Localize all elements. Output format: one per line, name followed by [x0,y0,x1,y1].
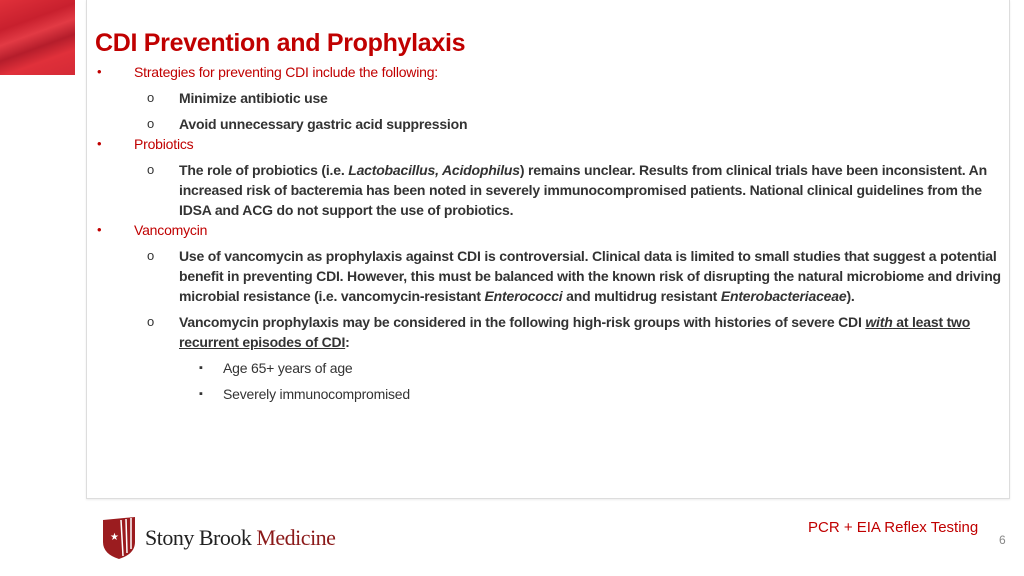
probiotics-paragraph [0,160,1001,220]
text: : [345,334,350,350]
sub-item-age [0,358,1010,378]
text: Severely immunocompromised [223,386,410,402]
text-italic-underlined: with [865,314,893,330]
item-minimize-antibiotic [0,88,1001,108]
sub-item-immunocompromised [0,384,1010,404]
vancomycin-paragraph [0,246,1001,306]
text: Vancomycin prophylaxis may be considered in the following high-risk groups with histories of severe CDI [179,314,866,330]
square-bullet-icon: ▪ [199,362,203,374]
text: Avoid unnecessary gastric acid suppression [179,116,468,132]
circle-bullet-icon: o [147,314,155,329]
text: Vancomycin [134,222,208,238]
shield-logo-icon [101,516,137,560]
square-bullet-icon: ▪ [199,388,203,400]
item-avoid-acid-suppression [0,114,1001,134]
text: Use of vancomycin as prophylaxis against CDI is controversial. Clinical data is limited to small studies that suggest a potential benefit in preventing CDI. However, this must be balanced with the known risk of disrupting the natural microbiome and driving microbial resistance (i.e. vancomycin-resistant [179,248,1001,304]
bullet-icon: • [97,64,102,79]
prophylaxis-paragraph [0,312,1001,352]
svg-text:★: ★ [110,532,119,543]
text: Minimize antibiotic use [179,90,328,106]
text: Probiotics [134,136,194,152]
slide-body [0,62,1010,404]
text: ). [846,288,855,304]
bullet-vancomycin [0,220,1010,240]
stony-brook-medicine-logo [101,516,335,560]
text-italic: Lactobacillus, Acidophilus [348,162,520,178]
circle-bullet-icon: o [147,116,155,131]
text: Age 65+ years of age [223,360,353,376]
slide-title: CDI Prevention and Prophylaxis [95,29,466,57]
text-italic: Enterococci [484,288,563,304]
bullet-probiotics [0,134,1010,154]
text: and multidrug resistant [562,288,721,304]
text: ) remains unclear. Results from clinical trials have been inconsistent. An increased risk of bacteremia has been noted in severely immunocompromised patients. National clinical guidelines from the IDSA and ACG do not support the use of probiotics. [179,162,987,218]
bullet-icon: • [97,136,102,151]
page-number: 6 [999,533,1006,547]
circle-bullet-icon: o [147,90,155,105]
text-italic: Enterobacteriaceae [720,288,847,304]
circle-bullet-icon: o [147,162,155,177]
logo-text: Stony Brook [145,525,252,550]
text: The role of probiotics (i.e. [179,162,349,178]
circle-bullet-icon: o [147,248,155,263]
footer-caption: PCR + EIA Reflex Testing [808,519,979,536]
bullet-icon: • [97,222,102,237]
bullet-strategies [0,62,1010,82]
text: Strategies for preventing CDI include the following: [134,64,438,80]
text-underlined: at least two recurrent episodes of CDI [179,314,971,350]
logo-text-medicine: Medicine [256,525,336,550]
